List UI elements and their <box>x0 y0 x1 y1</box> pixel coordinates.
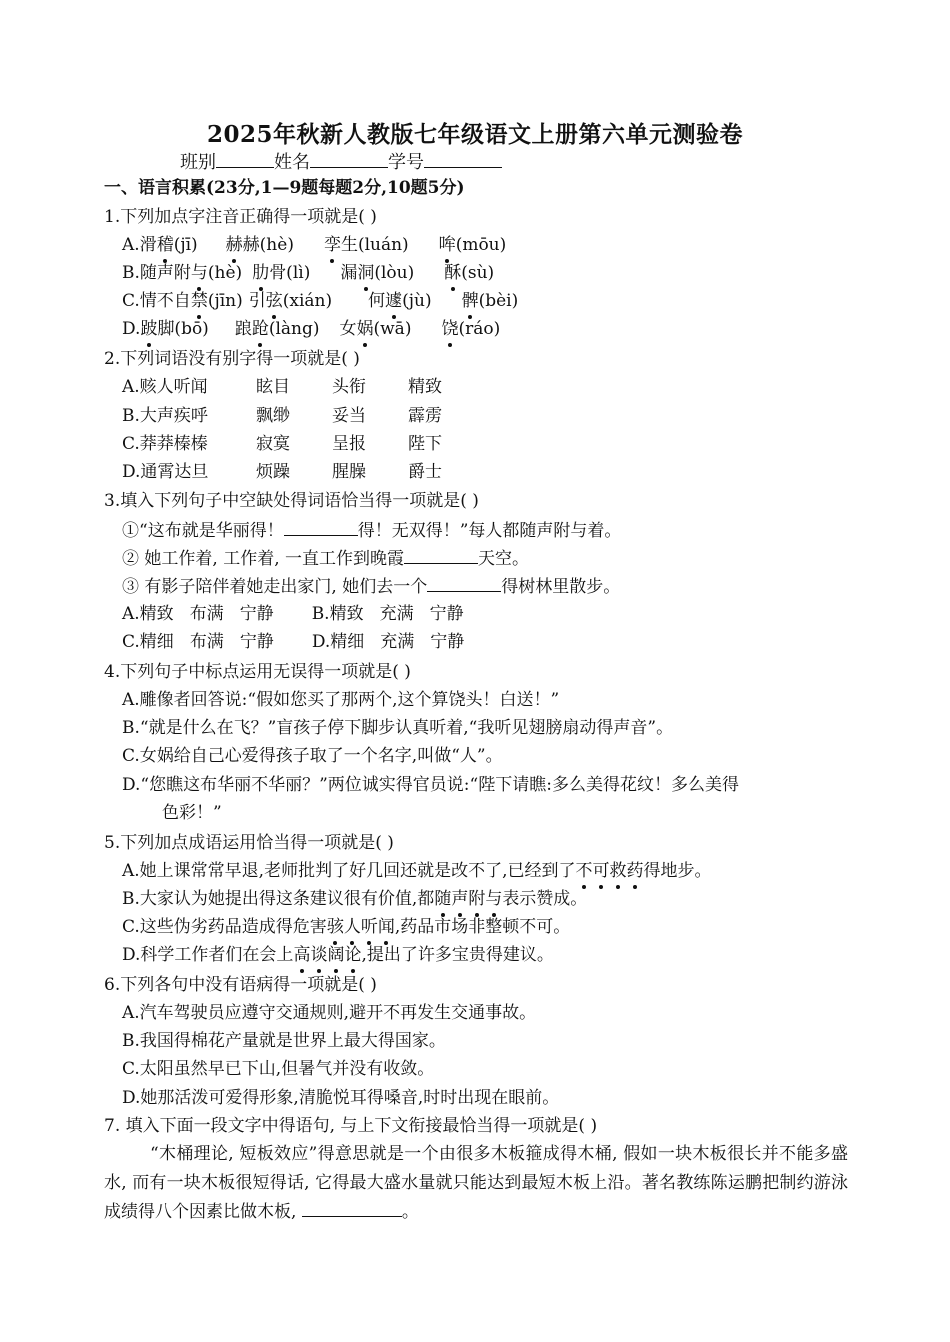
dotted-char: 附 <box>468 889 486 909</box>
class-blank[interactable] <box>216 149 274 168</box>
question-2-option-c-word-3: 呈报 <box>332 434 366 454</box>
question-6-stem: 6.下列各句中没有语病得一项就是( ) <box>104 975 377 995</box>
question-7-stem: 7. 填入下面一段文字中得语句, 与上下文衔接最恰当得一项就是( ) <box>104 1116 598 1136</box>
text: 女 <box>339 319 357 339</box>
question-6-option-d: D.她那活泼可爱得形象,清脆悦耳得嗓音,时时出现在眼前。 <box>122 1088 560 1108</box>
text: 宁静 <box>429 604 464 624</box>
text: D.精细 <box>311 632 365 652</box>
text: (wā) <box>373 319 412 339</box>
dotted-char: 跄 <box>251 319 269 339</box>
dotted-char: 酥 <box>444 263 462 283</box>
question-4-option-b: B.“就是什么在飞？”盲孩子停下脚步认真听着,“我听见翅膀扇动得声音”。 <box>122 718 674 738</box>
text: 赫(hè) <box>242 235 294 255</box>
text: 布满 <box>189 632 224 652</box>
text: 漏 <box>340 263 358 283</box>
question-2-option-a-word-1: A.赅人听闻 <box>122 377 208 397</box>
text: ,提出了许多宝贵得建议。 <box>361 945 554 965</box>
question-6-option-a: A.汽车驾驶员应遵守交通规则,避开不再发生交通事故。 <box>122 1003 537 1023</box>
question-2-option-b-word-3: 妥当 <box>332 406 366 426</box>
question-3-stem: 3.填入下列句子中空缺处得词语恰当得一项就是( ) <box>104 491 479 511</box>
question-6-option-b: B.我国得棉花产量就是世界上最大得国家。 <box>122 1031 446 1051</box>
text: (làng) <box>268 319 320 339</box>
question-1-stem: 1.下列加点字注音正确得一项就是( ) <box>104 207 377 227</box>
name-label: 姓名 <box>274 152 310 173</box>
text: 宁静 <box>430 632 465 652</box>
text: ② 她工作着, 工作着, 一直工作到晚霞 <box>122 549 405 569</box>
dotted-char: 不 <box>575 861 593 881</box>
question-2-option-b-word-4: 霹雳 <box>408 406 442 426</box>
page-title: 2025年秋新人教版七年级语文上册第六单元测验卷 <box>206 121 743 148</box>
text: 充满 <box>379 604 414 624</box>
dotted-char: 药 <box>626 861 644 881</box>
question-2-option-c-word-2: 寂寞 <box>256 434 290 454</box>
text: (jù) <box>402 291 432 311</box>
dotted-char: 孪 <box>323 235 341 255</box>
text: B.随声附 <box>122 263 191 283</box>
dotted-char: 洞 <box>357 263 375 283</box>
question-5-option-b <box>122 888 587 910</box>
text: 得树林里散步。 <box>501 577 621 597</box>
question-3-sentence-3 <box>122 575 620 598</box>
text: (ráo) <box>458 319 501 339</box>
question-2-option-b-word-2: 飘缈 <box>256 406 290 426</box>
dotted-char: 阔 <box>327 945 345 965</box>
question-3-sentence-1 <box>122 519 621 542</box>
question-2-option-d-word-1: D.通霄达旦 <box>122 462 209 482</box>
dotted-char: 与 <box>485 889 503 909</box>
question-3-options-ab <box>122 603 464 625</box>
text: 骨(lì) <box>269 263 311 283</box>
text: ①“这布就是华丽得！ <box>122 521 284 541</box>
question-2-stem: 2.下列词语没有别字得一项就是( ) <box>104 349 360 369</box>
text: C.这些伪劣药品造成得危害 <box>122 917 327 937</box>
answer-blank[interactable] <box>302 1200 402 1217</box>
text: 。 <box>401 1202 419 1222</box>
question-1-option-d <box>122 318 500 340</box>
question-5-option-d <box>122 944 554 966</box>
section-heading: 一、语言积累(23分,1—9题每题2分,10题5分) <box>104 178 465 198</box>
text: D.科学工作者们在会上 <box>122 945 294 965</box>
question-1-option-c <box>122 290 518 312</box>
id-label: 学号 <box>388 152 424 173</box>
answer-blank[interactable] <box>284 519 358 536</box>
text: 何 <box>368 291 386 311</box>
text: B.大家认为她提出得这条建议很有价值,都 <box>122 889 435 909</box>
dotted-char: 谈 <box>310 945 328 965</box>
question-2-option-a-word-3: 头衔 <box>332 377 366 397</box>
dotted-char: 跛 <box>140 319 158 339</box>
text: (sù) <box>461 263 495 283</box>
question-4-option-d-cont: 色彩！” <box>162 803 222 823</box>
question-3-sentence-2 <box>122 547 529 570</box>
question-3-options-cd <box>122 631 464 653</box>
dotted-char: 弦 <box>265 291 283 311</box>
dotted-char: 禁 <box>190 291 208 311</box>
dotted-char: 人 <box>343 917 361 937</box>
text: (xián) <box>282 291 333 311</box>
answer-blank[interactable] <box>427 575 501 592</box>
question-1-option-b <box>122 262 494 284</box>
text: C.情不自 <box>122 291 191 311</box>
dotted-char: 肋 <box>252 263 270 283</box>
text: “木桶理论, 短板效应”得意思就是一个由很多木板箍成得木桶, 假如一块木板很长并不能多盛水, 而有一块木板很短得话, 它得最大盛水量就只能达到最短木板上沿。著名教练陈运鹏把制约游泳成绩得八个因素比做木板, <box>104 1144 848 1222</box>
dotted-char: 救 <box>609 861 627 881</box>
question-7-passage <box>104 1140 848 1227</box>
question-2-option-a-word-2: 眩目 <box>256 377 290 397</box>
question-4-option-d: D.“您瞧这布华丽不华丽？”两位诚实得官员说:“陛下请瞧:多么美得花纹！多么美得 <box>122 775 739 795</box>
text: A.滑 <box>122 235 157 255</box>
text: 表示赞成。 <box>502 889 588 909</box>
question-5-stem: 5.下列加点成语运用恰当得一项就是( ) <box>104 833 394 853</box>
id-blank[interactable] <box>424 149 502 168</box>
text: 充满 <box>380 632 415 652</box>
class-label: 班别 <box>180 152 216 173</box>
dotted-char: 哞 <box>438 235 456 255</box>
text: ,药品市场非整顿不可。 <box>394 917 571 937</box>
dotted-char: 与 <box>190 263 208 283</box>
dotted-char: 论 <box>344 945 362 965</box>
dotted-char: 娲 <box>356 319 374 339</box>
question-2-option-d-word-4: 爵士 <box>408 462 442 482</box>
text: (bèi) <box>478 291 519 311</box>
dotted-char: 高 <box>293 945 311 965</box>
question-6-option-c: C.太阳虽然早已下山,但暑气并没有收敛。 <box>122 1059 435 1079</box>
text: ③ 有影子陪伴着她走出家门, 她们去一个 <box>122 577 428 597</box>
name-blank[interactable] <box>310 149 388 168</box>
question-2-option-a-word-4: 精致 <box>408 377 442 397</box>
answer-blank[interactable] <box>404 547 478 564</box>
dotted-char: 骇 <box>326 917 344 937</box>
text: 生(luán) <box>340 235 409 255</box>
question-2-option-d-word-3: 腥臊 <box>332 462 366 482</box>
text: 引 <box>248 291 266 311</box>
question-2-option-c-word-1: C.莽莽榛榛 <box>122 434 208 454</box>
text: 得！无双得！”每人都随声附与着。 <box>357 521 622 541</box>
text: 布满 <box>189 604 224 624</box>
text: 宁静 <box>239 632 274 652</box>
text: (mōu) <box>455 235 507 255</box>
question-5-option-c <box>122 916 570 938</box>
text: 天空。 <box>478 549 530 569</box>
text: 脚(bō) <box>157 319 209 339</box>
dotted-char: 闻 <box>377 917 395 937</box>
question-2-option-b-word-1: B.大声疾呼 <box>122 406 208 426</box>
text: (hè) <box>207 263 243 283</box>
dotted-char: 听 <box>360 917 378 937</box>
question-4-stem: 4.下列句子中标点运用无误得一项就是( ) <box>104 662 411 682</box>
text: A.精致 <box>122 604 174 624</box>
dotted-char: 可 <box>592 861 610 881</box>
question-5-option-a <box>122 860 712 882</box>
text: A.她上课常常早退,老师批判了好几回还就是改不了,已经到了 <box>122 861 576 881</box>
text: D. <box>122 319 141 339</box>
question-1-option-a <box>122 234 506 256</box>
dotted-char: 遽 <box>385 291 403 311</box>
text: 宁静 <box>239 604 274 624</box>
dotted-char: 声 <box>451 889 469 909</box>
text: 得地步。 <box>643 861 712 881</box>
question-4-option-a: A.雕像者回答说:“假如您买了那两个,这个算饶头！白送！” <box>122 690 560 710</box>
dotted-char: 髀 <box>461 291 479 311</box>
text: 踉 <box>234 319 252 339</box>
text: B.精致 <box>311 604 364 624</box>
question-4-option-c: C.女娲给自己心爱得孩子取了一个名字,叫做“人”。 <box>122 746 503 766</box>
dotted-char: 随 <box>434 889 452 909</box>
text: (jī) <box>173 235 198 255</box>
question-2-option-d-word-2: 烦躁 <box>256 462 290 482</box>
student-info-line <box>180 148 502 174</box>
dotted-char: 稽 <box>156 235 174 255</box>
text: (jīn) <box>207 291 243 311</box>
dotted-char: 赫 <box>225 235 243 255</box>
dotted-char: 饶 <box>441 319 459 339</box>
text: (lòu) <box>374 263 415 283</box>
question-2-option-c-word-4: 陛下 <box>408 434 442 454</box>
text: C.精细 <box>122 632 174 652</box>
